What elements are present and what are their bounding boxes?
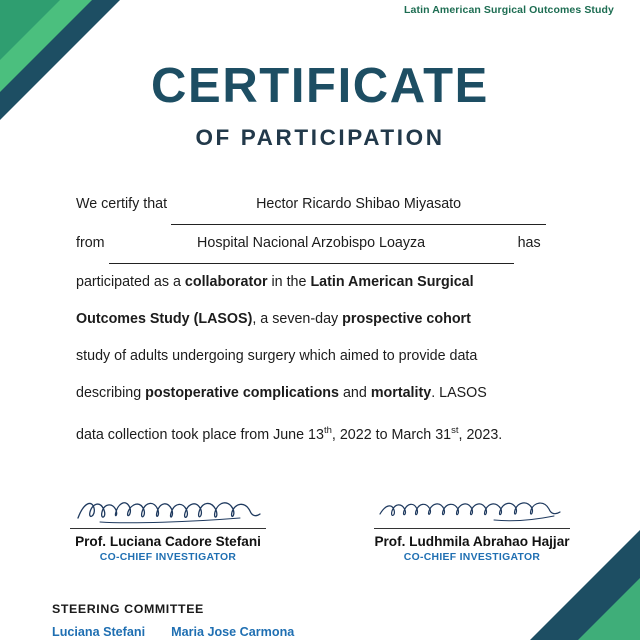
certificate-line-1 [76,186,566,225]
steering-member: Luciana Stefani [52,625,146,639]
certificate-line-6 [76,375,566,412]
certificate-line-7 [76,412,566,454]
signature-area [0,492,640,563]
signature-block-2 [356,492,588,563]
certificate-line-2 [76,225,566,264]
certificate-body [76,186,566,454]
steering-member: Maria Jose Carmona [171,625,295,639]
signatory-name-2: Prof. Ludhmila Abrahao Hajjar [374,534,570,549]
ordinal-suffix-end: st [451,425,459,436]
line6-prefix: describing [76,385,146,401]
line3-prefix: participated as a [76,274,185,290]
outcome-mortality: mortality [370,385,432,401]
steering-committee [52,602,294,639]
line6-middle: and [339,385,371,401]
date-range-prefix: data collection took place from June 13 [76,426,324,443]
certificate-line-3 [76,264,566,301]
signatory-name-1: Prof. Luciana Cadore Stefani [75,534,261,549]
signature-script-2 [356,492,588,526]
signature-block-1 [52,492,284,563]
participation-role: collaborator [184,274,268,290]
we-certify-label: We certify that [76,196,168,212]
signatory-role-2: CO-CHIEF INVESTIGATOR [403,552,541,563]
study-title-part2: Outcomes Study (LASOS) [76,311,253,327]
from-label: from [76,235,105,251]
ordinal-suffix-start: th [323,425,332,436]
institution-field: Hospital Nacional Arzobispo Loayza [109,225,514,264]
steering-committee-members [52,625,294,639]
date-range-suffix: , 2023. [458,426,503,443]
certificate-line-5: study of adults undergoing surgery which aimed to provide data [76,348,478,364]
participant-name-field: Hector Ricardo Shibao Miyasato [171,186,546,225]
study-name-header: Latin American Surgical Outcomes Study [404,4,614,16]
page-title: CERTIFICATE [151,59,489,113]
certificate-line-4 [76,301,566,338]
steering-committee-title: STEERING COMMITTEE [52,602,204,616]
study-title-part1: Latin American Surgical [310,274,474,290]
certificate-title-block [0,59,640,151]
line4-middle: , a seven-day [252,311,343,327]
signature-rule-2 [374,528,570,529]
page-subtitle: OF PARTICIPATION [195,125,445,150]
signature-script-1 [52,492,284,526]
corner-triangle-green [578,578,640,640]
line3-middle: in the [267,274,311,290]
handwritten-signature-icon [70,492,266,526]
has-label: has [517,235,541,251]
handwritten-signature-icon [374,492,570,526]
date-range-middle: , 2022 to March 31 [331,426,452,443]
signatory-role-1: CO-CHIEF INVESTIGATOR [99,552,237,563]
corner-triangle-green-dark [0,0,60,60]
study-design: prospective cohort [342,311,471,327]
line6-suffix: . LASOS [431,385,487,401]
outcome-complications: postoperative complications [145,385,339,401]
signature-rule-1 [70,528,266,529]
